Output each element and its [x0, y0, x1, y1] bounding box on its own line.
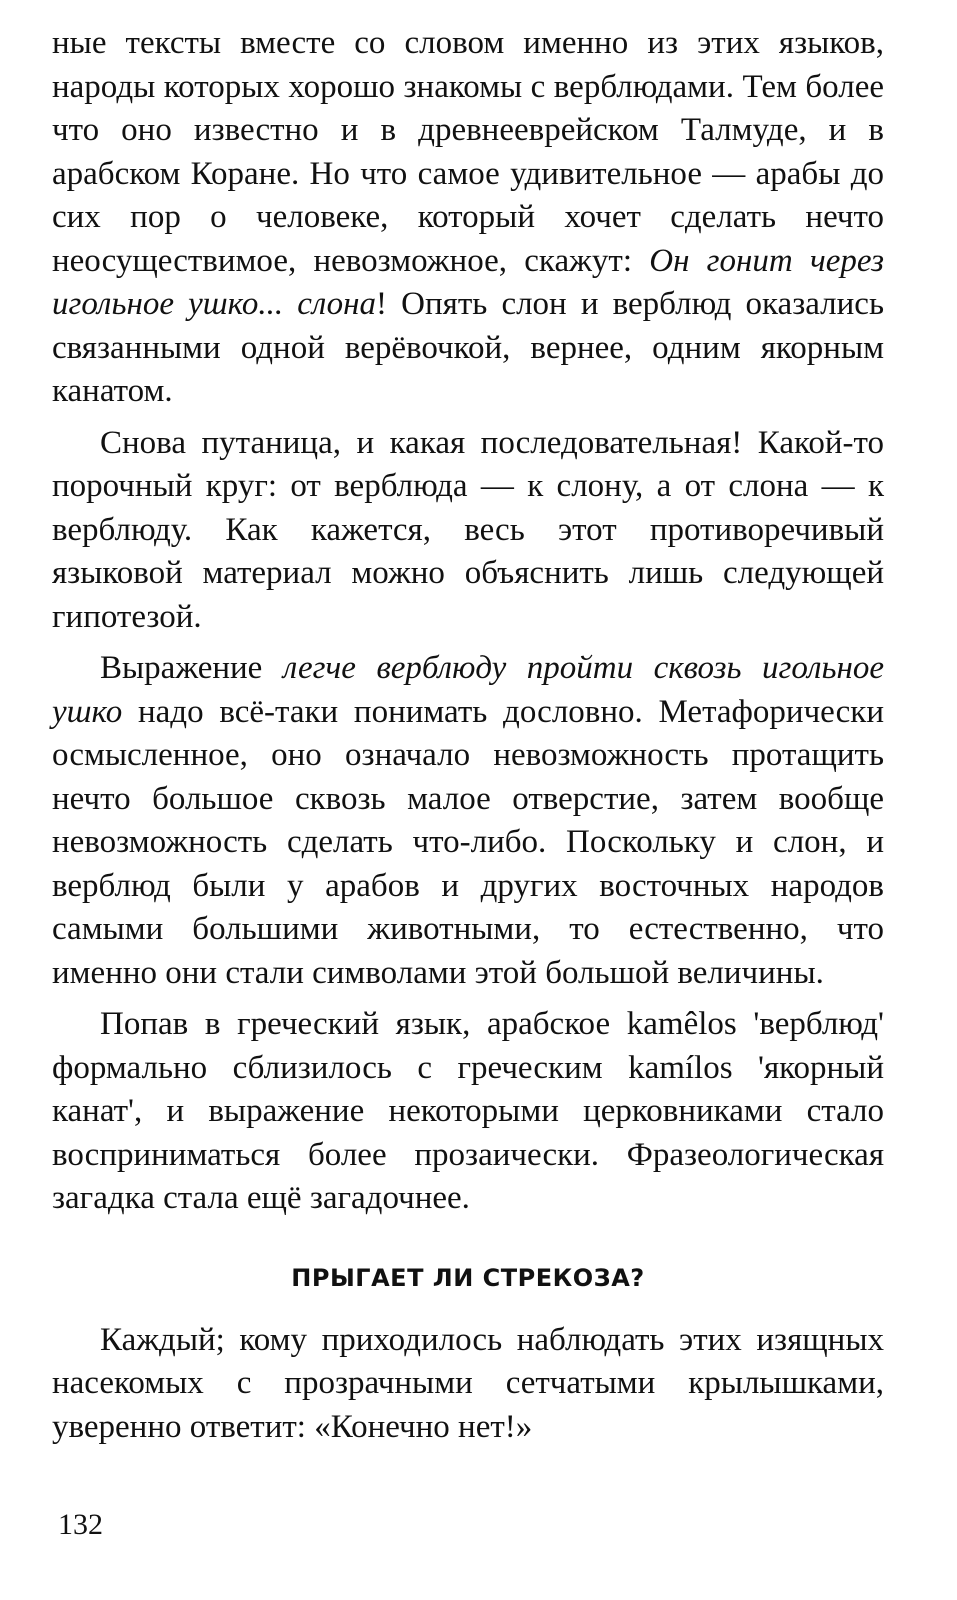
paragraph-3-text-a: Выражение	[100, 650, 283, 686]
page-content	[52, 22, 884, 1457]
page-number: 132	[58, 1508, 103, 1541]
paragraph-1-text-a: ные тексты вместе со словом именно из этих языков, народы которых хорошо знакомы с верблюдами. Тем более что оно известно и в древнееврейском Талмуде, и в арабском Коране. Но что самое удивительное — арабы до сих пор о человеке, который хочет сделать нечто неосуществимое, невозможное, скажут:	[52, 25, 884, 279]
paragraph-3	[52, 647, 884, 995]
paragraph-4-text: Попав в греческий язык, арабское kamêlos 'верблюд' формально сблизилось с греческим kamílos 'якорный канат', и выражение некоторыми церковниками стало восприниматься более прозаически. Фразеологическая загадка стала ещё загадочнее.	[52, 1006, 884, 1216]
section-paragraph-text: Каждый; кому приходилось наблюдать этих изящных насекомых с прозрачными сетчатыми крылышками, уверенно ответит: «Конечно нет!»	[52, 1321, 884, 1445]
paragraph-1-italic: Он гонит через игольное ушко... слона	[52, 242, 884, 322]
paragraph-4	[52, 1003, 884, 1221]
paragraph-2	[52, 422, 884, 640]
paragraph-2-text: Снова путаница, и какая последовательная! Какой-то порочный круг: от верблюда — к слону, а от слона — к верблюду. Как кажется, весь этот противоречивый языковой материал можно объяснить лишь следующей гипотезой.	[52, 424, 884, 635]
section-paragraph	[52, 1319, 884, 1450]
paragraph-1-text-b: ! Опять слон и верблюд оказались связанными одной верёвочкой, вернее, одним якорным канатом.	[52, 286, 884, 409]
paragraph-3-italic: легче верблюду пройти сквозь игольное ушко	[52, 650, 884, 730]
paragraph-1	[52, 22, 884, 414]
section-heading: ПРЫГАЕТ ЛИ СТРЕКОЗА?	[291, 1263, 645, 1292]
paragraph-3-text-b: надо всё-таки понимать дословно. Метафорически осмысленное, оно означало невозможность протащить нечто большое сквозь малое отверстие, затем вообще невозможность сделать что-либо. Поскольку и слон, и верблюд были у арабов и других восточных народов самыми большими животными, то естественно, что именно они стали символами этой большой величины.	[52, 693, 884, 991]
